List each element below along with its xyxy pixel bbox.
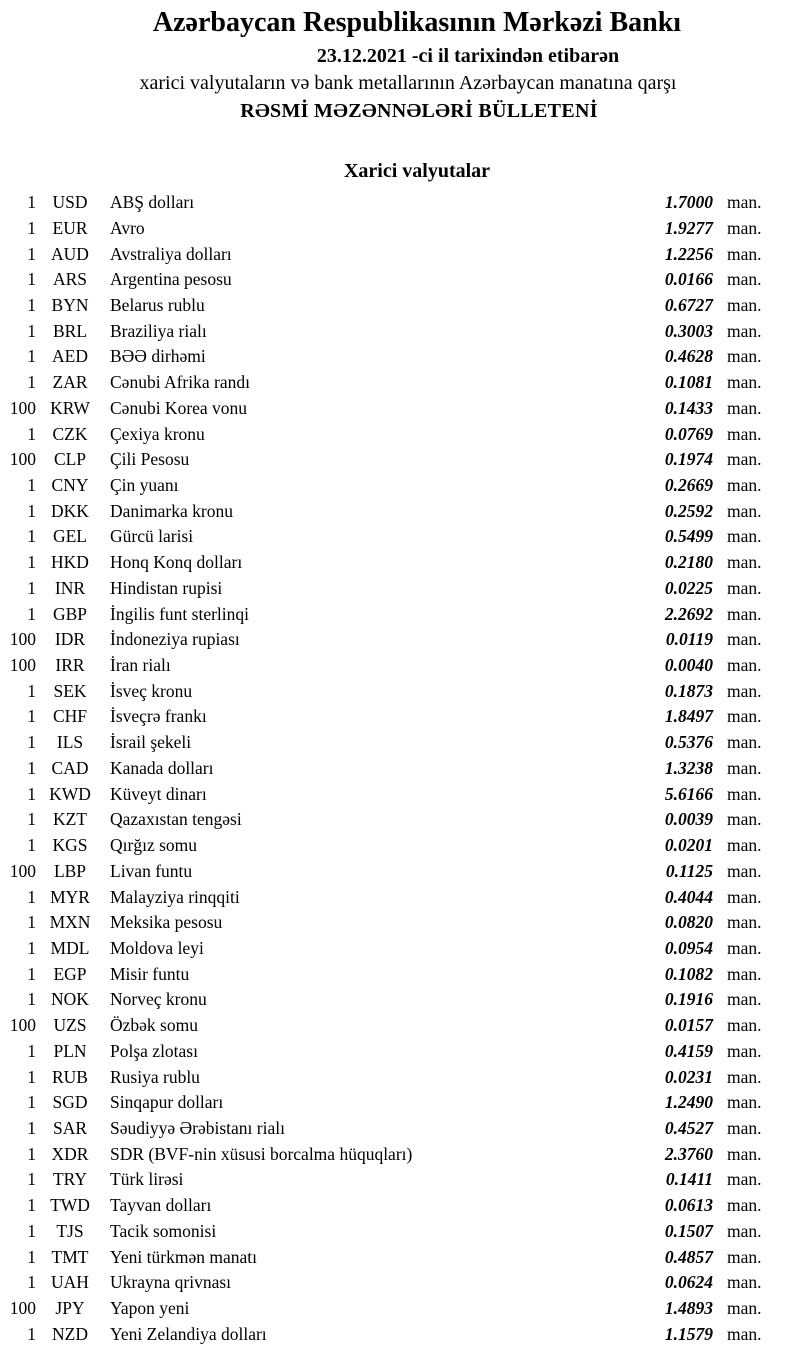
- row-quantity: 1: [27, 1117, 36, 1138]
- row-unit-label: man.: [727, 423, 762, 444]
- currency-table: [0, 190, 800, 1347]
- row-currency-name: Kanada dolları: [110, 757, 214, 778]
- row-rate-value: 0.0231: [664, 1066, 713, 1087]
- row-rate-value: 0.0201: [664, 835, 713, 856]
- row-unit-label: man.: [727, 706, 762, 727]
- row-rate-value: 1.8497: [664, 706, 713, 727]
- table-row: [0, 344, 800, 370]
- row-quantity: 1: [27, 963, 36, 984]
- row-quantity: 1: [27, 1220, 36, 1241]
- row-quantity: 100: [9, 655, 36, 676]
- row-currency-code: KWD: [49, 783, 91, 804]
- row-rate-value: 0.0166: [664, 269, 713, 290]
- row-currency-name: Yeni türkmən manatı: [110, 1246, 257, 1267]
- row-unit-label: man.: [727, 243, 762, 264]
- row-quantity: 1: [27, 732, 36, 753]
- table-row: [0, 1090, 800, 1116]
- table-row: [0, 653, 800, 679]
- row-unit-label: man.: [727, 757, 762, 778]
- row-currency-code: BYN: [51, 294, 89, 315]
- row-unit-label: man.: [727, 912, 762, 933]
- row-rate-value: 1.2256: [664, 243, 713, 264]
- row-currency-name: Çexiya kronu: [110, 423, 205, 444]
- row-unit-label: man.: [727, 269, 762, 290]
- row-rate-value: 0.0769: [664, 423, 713, 444]
- row-rate-value: 0.0613: [664, 1195, 713, 1216]
- row-currency-code: TWD: [50, 1195, 90, 1216]
- row-quantity: 1: [27, 217, 36, 238]
- row-currency-code: HKD: [51, 552, 89, 573]
- row-currency-name: Malayziya rinqqiti: [110, 886, 240, 907]
- row-unit-label: man.: [727, 346, 762, 367]
- row-currency-name: Gürcü larisi: [110, 526, 194, 547]
- row-quantity: 1: [27, 989, 36, 1010]
- row-unit-label: man.: [727, 603, 762, 624]
- row-quantity: 1: [27, 372, 36, 393]
- row-quantity: 1: [27, 1323, 36, 1344]
- row-currency-code: USD: [52, 192, 88, 213]
- row-currency-name: Tacik somonisi: [110, 1220, 217, 1241]
- row-quantity: 1: [27, 680, 36, 701]
- row-quantity: 1: [27, 294, 36, 315]
- row-currency-code: CAD: [51, 757, 89, 778]
- row-unit-label: man.: [727, 1169, 762, 1190]
- row-unit-label: man.: [727, 449, 762, 470]
- row-currency-code: IRR: [55, 655, 85, 676]
- row-quantity: 1: [27, 603, 36, 624]
- row-rate-value: 0.1082: [664, 963, 713, 984]
- row-unit-label: man.: [727, 294, 762, 315]
- table-row: [0, 884, 800, 910]
- row-currency-code: RUB: [52, 1066, 88, 1087]
- row-rate-value: 0.1974: [664, 449, 713, 470]
- row-rate-value: 1.7000: [664, 192, 713, 213]
- row-currency-code: CLP: [53, 449, 87, 470]
- row-rate-value: 0.2592: [664, 500, 713, 521]
- table-row: [0, 421, 800, 447]
- table-row: [0, 1270, 800, 1296]
- row-quantity: 1: [27, 835, 36, 856]
- row-quantity: 1: [27, 1143, 36, 1164]
- section-title-foreign-currencies: Xarici valyutalar: [343, 160, 491, 182]
- row-rate-value: 0.0820: [664, 912, 713, 933]
- row-currency-name: Türk lirəsi: [110, 1169, 184, 1190]
- table-row: [0, 756, 800, 782]
- row-rate-value: 0.4044: [664, 886, 713, 907]
- row-currency-code: CHF: [52, 706, 88, 727]
- row-rate-value: 1.3238: [664, 757, 713, 778]
- row-currency-code: GEL: [52, 526, 88, 547]
- table-row: [0, 216, 800, 242]
- table-row: [0, 190, 800, 216]
- row-unit-label: man.: [727, 732, 762, 753]
- row-unit-label: man.: [727, 1092, 762, 1113]
- row-currency-code: ZAR: [52, 372, 88, 393]
- table-row: [0, 499, 800, 525]
- row-rate-value: 1.1579: [664, 1323, 713, 1344]
- row-currency-name: Avstraliya dolları: [110, 243, 232, 264]
- row-rate-value: 0.1411: [665, 1169, 713, 1190]
- row-quantity: 1: [27, 552, 36, 573]
- table-row: [0, 602, 800, 628]
- row-quantity: 1: [27, 320, 36, 341]
- row-currency-name: İran rialı: [110, 655, 171, 676]
- table-row: [0, 1142, 800, 1168]
- row-quantity: 1: [27, 577, 36, 598]
- row-currency-name: Misir funtu: [110, 963, 190, 984]
- row-currency-name: Küveyt dinarı: [110, 783, 207, 804]
- row-quantity: 1: [27, 912, 36, 933]
- row-rate-value: 0.4159: [664, 1040, 713, 1061]
- table-row: [0, 679, 800, 705]
- row-currency-name: SDR (BVF-nin xüsusi borcalma hüquqları): [110, 1143, 413, 1164]
- row-currency-code: SEK: [53, 680, 87, 701]
- row-rate-value: 0.6727: [664, 294, 713, 315]
- row-currency-name: Honq Konq dolları: [110, 552, 243, 573]
- row-unit-label: man.: [727, 1272, 762, 1293]
- row-unit-label: man.: [727, 809, 762, 830]
- row-currency-name: ABŞ dolları: [110, 192, 195, 213]
- row-rate-value: 0.0040: [664, 655, 713, 676]
- row-unit-label: man.: [727, 1066, 762, 1087]
- row-currency-code: KRW: [50, 397, 90, 418]
- row-currency-name: Avro: [110, 217, 145, 238]
- row-rate-value: 0.4527: [664, 1117, 713, 1138]
- bulletin-title: RƏSMİ MƏZƏNNƏLƏRİ BÜLLETENİ: [240, 100, 598, 122]
- row-currency-name: Yeni Zelandiya dolları: [110, 1323, 267, 1344]
- row-unit-label: man.: [727, 526, 762, 547]
- row-quantity: 1: [27, 423, 36, 444]
- row-currency-name: Norveç kronu: [110, 989, 207, 1010]
- row-rate-value: 0.3003: [664, 320, 713, 341]
- row-quantity: 1: [27, 475, 36, 496]
- row-unit-label: man.: [727, 860, 762, 881]
- row-quantity: 100: [9, 860, 36, 881]
- table-row: [0, 1167, 800, 1193]
- row-unit-label: man.: [727, 475, 762, 496]
- row-currency-code: ILS: [56, 732, 84, 753]
- row-currency-name: Belarus rublu: [110, 294, 205, 315]
- row-currency-code: INR: [54, 577, 86, 598]
- row-currency-name: Rusiya rublu: [110, 1066, 200, 1087]
- row-currency-code: SGD: [52, 1092, 88, 1113]
- row-unit-label: man.: [727, 320, 762, 341]
- row-currency-code: ARS: [52, 269, 88, 290]
- row-quantity: 100: [9, 449, 36, 470]
- row-rate-value: 2.3760: [664, 1143, 713, 1164]
- row-currency-code: JPY: [55, 1298, 85, 1319]
- row-currency-code: TRY: [52, 1169, 88, 1190]
- row-currency-name: Danimarka kronu: [110, 500, 233, 521]
- row-currency-code: DKK: [51, 500, 89, 521]
- table-row: [0, 627, 800, 653]
- row-currency-name: Tayvan dolları: [110, 1195, 212, 1216]
- table-row: [0, 1064, 800, 1090]
- row-unit-label: man.: [727, 1015, 762, 1036]
- row-unit-label: man.: [727, 937, 762, 958]
- row-unit-label: man.: [727, 680, 762, 701]
- row-unit-label: man.: [727, 963, 762, 984]
- table-row: [0, 1193, 800, 1219]
- row-currency-code: TMT: [51, 1246, 89, 1267]
- table-row: [0, 782, 800, 808]
- row-currency-name: Hindistan rupisi: [110, 577, 223, 598]
- row-currency-code: CNY: [51, 475, 89, 496]
- row-quantity: 1: [27, 269, 36, 290]
- row-rate-value: 0.2669: [664, 475, 713, 496]
- row-currency-name: Çin yuanı: [110, 475, 179, 496]
- row-unit-label: man.: [727, 1143, 762, 1164]
- row-currency-name: Meksika pesosu: [110, 912, 223, 933]
- table-row: [0, 1244, 800, 1270]
- row-unit-label: man.: [727, 552, 762, 573]
- row-currency-name: Argentina pesosu: [110, 269, 232, 290]
- row-quantity: 1: [27, 243, 36, 264]
- table-row: [0, 704, 800, 730]
- row-quantity: 1: [27, 1066, 36, 1087]
- row-quantity: 1: [27, 192, 36, 213]
- row-currency-name: Polşa zlotası: [110, 1040, 198, 1061]
- row-unit-label: man.: [727, 500, 762, 521]
- row-rate-value: 0.0954: [664, 937, 713, 958]
- row-unit-label: man.: [727, 1298, 762, 1319]
- row-quantity: 1: [27, 1092, 36, 1113]
- row-currency-name: Özbək somu: [110, 1015, 198, 1036]
- row-rate-value: 0.1081: [664, 372, 713, 393]
- row-currency-name: Qırğız somu: [110, 835, 198, 856]
- row-unit-label: man.: [727, 217, 762, 238]
- row-currency-code: NOK: [51, 989, 89, 1010]
- table-row: [0, 319, 800, 345]
- row-quantity: 1: [27, 500, 36, 521]
- row-rate-value: 1.2490: [664, 1092, 713, 1113]
- row-quantity: 1: [27, 809, 36, 830]
- row-currency-code: TJS: [56, 1220, 84, 1241]
- row-rate-value: 0.0119: [665, 629, 713, 650]
- row-currency-code: GBP: [52, 603, 88, 624]
- row-unit-label: man.: [727, 629, 762, 650]
- row-currency-code: CZK: [52, 423, 88, 444]
- row-currency-code: KZT: [52, 809, 88, 830]
- table-row: [0, 524, 800, 550]
- table-row: [0, 396, 800, 422]
- row-quantity: 1: [27, 1246, 36, 1267]
- table-row: [0, 1116, 800, 1142]
- row-currency-code: SAR: [52, 1117, 88, 1138]
- table-row: [0, 910, 800, 936]
- row-unit-label: man.: [727, 1323, 762, 1344]
- row-rate-value: 0.5376: [664, 732, 713, 753]
- table-row: [0, 807, 800, 833]
- table-row: [0, 987, 800, 1013]
- table-row: [0, 730, 800, 756]
- row-currency-code: IDR: [54, 629, 86, 650]
- row-unit-label: man.: [727, 1117, 762, 1138]
- row-currency-code: UAH: [51, 1272, 89, 1293]
- row-currency-code: KGS: [52, 835, 88, 856]
- table-row: [0, 1039, 800, 1065]
- row-unit-label: man.: [727, 835, 762, 856]
- row-currency-code: UZS: [53, 1015, 87, 1036]
- row-quantity: 1: [27, 1169, 36, 1190]
- effective-date-line: 23.12.2021 -ci il tarixindən etibarən: [316, 45, 620, 67]
- table-row: [0, 1219, 800, 1245]
- row-unit-label: man.: [727, 1220, 762, 1241]
- row-currency-name: Çili Pesosu: [110, 449, 190, 470]
- row-rate-value: 0.5499: [664, 526, 713, 547]
- row-currency-name: İndoneziya rupiası: [110, 629, 240, 650]
- row-currency-code: EGP: [53, 963, 87, 984]
- row-currency-name: İsrail şekeli: [110, 732, 192, 753]
- row-quantity: 1: [27, 783, 36, 804]
- row-rate-value: 0.1125: [665, 860, 713, 881]
- row-unit-label: man.: [727, 783, 762, 804]
- row-currency-name: Cənubi Korea vonu: [110, 397, 248, 418]
- table-row: [0, 1013, 800, 1039]
- row-currency-code: LBP: [53, 860, 87, 881]
- row-unit-label: man.: [727, 1195, 762, 1216]
- row-unit-label: man.: [727, 886, 762, 907]
- row-rate-value: 0.1916: [664, 989, 713, 1010]
- row-rate-value: 1.4893: [664, 1298, 713, 1319]
- row-quantity: 100: [9, 397, 36, 418]
- bank-name-title: Azərbaycan Respublikasının Mərkəzi Bankı: [152, 7, 682, 38]
- row-quantity: 1: [27, 526, 36, 547]
- table-row: [0, 267, 800, 293]
- table-row: [0, 550, 800, 576]
- row-rate-value: 1.9277: [664, 217, 713, 238]
- row-currency-name: BƏƏ dirhəmi: [110, 346, 206, 367]
- row-quantity: 100: [9, 1298, 36, 1319]
- row-currency-name: Sinqapur dolları: [110, 1092, 224, 1113]
- row-currency-name: İsveç kronu: [110, 680, 193, 701]
- row-unit-label: man.: [727, 655, 762, 676]
- row-quantity: 1: [27, 886, 36, 907]
- row-rate-value: 0.4857: [664, 1246, 713, 1267]
- table-row: [0, 962, 800, 988]
- table-row: [0, 473, 800, 499]
- row-rate-value: 0.1433: [664, 397, 713, 418]
- row-currency-name: Qazaxıstan tengəsi: [110, 809, 242, 830]
- row-currency-name: Livan funtu: [110, 860, 193, 881]
- row-currency-code: NZD: [52, 1323, 88, 1344]
- table-row: [0, 576, 800, 602]
- row-quantity: 1: [27, 706, 36, 727]
- row-currency-code: AUD: [51, 243, 89, 264]
- table-row: [0, 293, 800, 319]
- row-currency-name: Ukrayna qrivnası: [110, 1272, 232, 1293]
- row-rate-value: 2.2692: [664, 603, 713, 624]
- row-currency-code: AED: [52, 346, 88, 367]
- row-currency-code: MYR: [50, 886, 90, 907]
- row-unit-label: man.: [727, 372, 762, 393]
- row-rate-value: 0.0225: [664, 577, 713, 598]
- row-rate-value: 0.1507: [664, 1220, 713, 1241]
- row-rate-value: 0.0157: [664, 1015, 713, 1036]
- row-currency-name: İngilis funt sterlinqi: [110, 603, 250, 624]
- table-row: [0, 859, 800, 885]
- table-row: [0, 936, 800, 962]
- row-quantity: 1: [27, 346, 36, 367]
- row-unit-label: man.: [727, 397, 762, 418]
- table-row: [0, 1322, 800, 1348]
- row-quantity: 1: [27, 1272, 36, 1293]
- row-rate-value: 5.6166: [664, 783, 713, 804]
- row-rate-value: 0.1873: [664, 680, 713, 701]
- row-currency-code: XDR: [51, 1143, 89, 1164]
- row-currency-name: Səudiyyə Ərəbistanı rialı: [110, 1117, 285, 1138]
- row-currency-name: İsveçrə frankı: [110, 706, 207, 727]
- row-currency-name: Moldova leyi: [110, 937, 204, 958]
- subject-line: xarici valyutaların və bank metallarının Azərbaycan manatına qarşı: [139, 72, 677, 94]
- row-currency-code: EUR: [52, 217, 88, 238]
- row-quantity: 1: [27, 1195, 36, 1216]
- row-currency-code: PLN: [53, 1040, 87, 1061]
- table-row: [0, 833, 800, 859]
- row-quantity: 100: [9, 629, 36, 650]
- row-unit-label: man.: [727, 1040, 762, 1061]
- row-quantity: 1: [27, 937, 36, 958]
- row-rate-value: 0.4628: [664, 346, 713, 367]
- row-unit-label: man.: [727, 1246, 762, 1267]
- row-currency-name: Braziliya rialı: [110, 320, 207, 341]
- row-quantity: 100: [9, 1015, 36, 1036]
- row-rate-value: 0.0039: [664, 809, 713, 830]
- row-currency-code: BRL: [52, 320, 88, 341]
- row-quantity: 1: [27, 1040, 36, 1061]
- table-row: [0, 370, 800, 396]
- table-row: [0, 447, 800, 473]
- row-rate-value: 0.2180: [664, 552, 713, 573]
- row-currency-name: Cənubi Afrika randı: [110, 372, 250, 393]
- row-unit-label: man.: [727, 192, 762, 213]
- row-currency-code: MDL: [50, 937, 90, 958]
- row-currency-name: Yapon yeni: [110, 1298, 190, 1319]
- table-row: [0, 1296, 800, 1322]
- row-quantity: 1: [27, 757, 36, 778]
- row-unit-label: man.: [727, 989, 762, 1010]
- row-rate-value: 0.0624: [664, 1272, 713, 1293]
- row-currency-code: MXN: [49, 912, 91, 933]
- row-unit-label: man.: [727, 577, 762, 598]
- table-row: [0, 241, 800, 267]
